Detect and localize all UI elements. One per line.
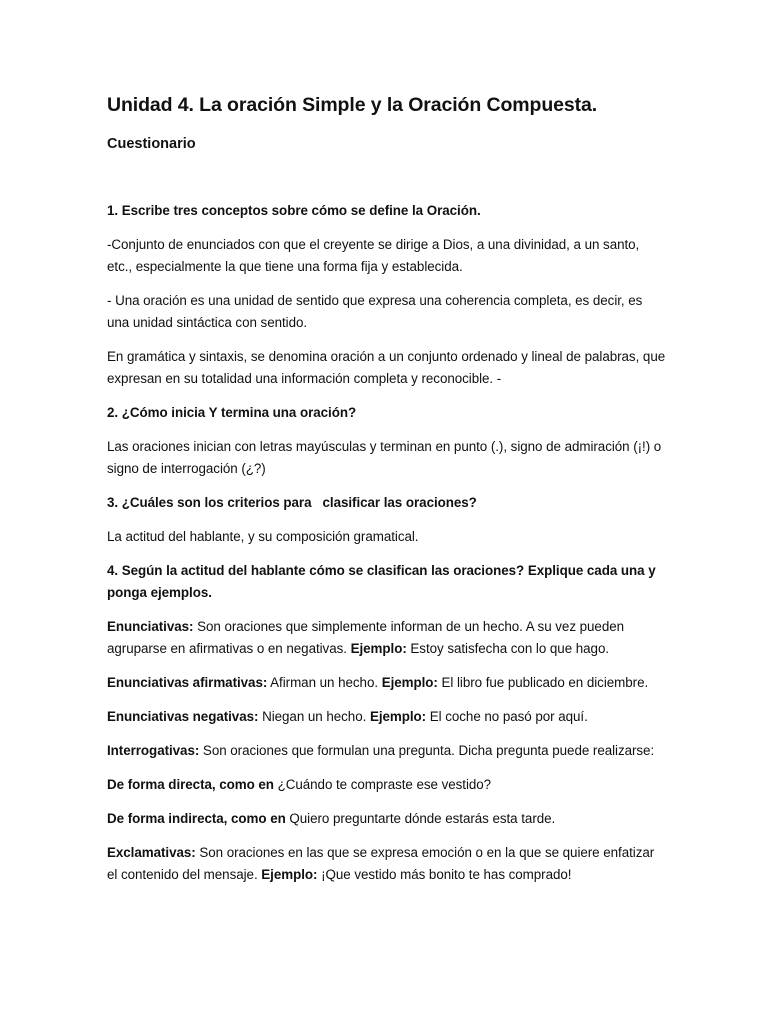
afirmativas-label: Enunciativas afirmativas: — [107, 675, 268, 690]
exclamativas-example-text: ¡Que vestido más bonito te has comprado! — [317, 867, 572, 882]
document-title: Unidad 4. La oración Simple y la Oración Compuesta. — [107, 94, 598, 116]
document-subtitle: Cuestionario — [107, 136, 196, 152]
forma-indirecta-label: De forma indirecta, como en — [107, 811, 286, 826]
answer-1-concept-1: -Conjunto de enunciados con que el creyente se dirige a Dios, a una divinidad, a un santo, etc., especialmente la que tiene una forma fija y establecida. — [107, 237, 640, 274]
question-1: 1. Escribe tres conceptos sobre cómo se define la Oración. — [107, 203, 481, 218]
enunciativas-example-text: Estoy satisfecha con lo que hago. — [406, 641, 610, 656]
enunciativas-paragraph — [107, 616, 667, 660]
question-2: 2. ¿Cómo inicia Y termina una oración? — [107, 405, 357, 420]
negativas-text: Niegan un hecho. — [258, 709, 370, 724]
negativas-example-label: Ejemplo: — [369, 709, 427, 724]
answer-3: La actitud del hablante, y su composición gramatical. — [107, 529, 419, 544]
question-3: 3. ¿Cuáles son los criterios para clasificar las oraciones? — [107, 495, 477, 510]
document-content — [107, 200, 667, 886]
answer-1-concept-3: En gramática y sintaxis, se denomina oración a un conjunto ordenado y lineal de palabras, que expresan en su totalidad una información completa y reconocible. - — [107, 349, 666, 386]
negativas-example-text: El coche no pasó por aquí. — [426, 709, 588, 724]
enunciativas-example-label: Ejemplo: — [350, 641, 407, 656]
afirmativas-paragraph — [107, 672, 667, 694]
enunciativas-text: Son oraciones que simplemente informan de un hecho. A su vez pueden agruparse en afirmativas o en negativas. — [107, 619, 625, 656]
forma-directa-text: ¿Cuándo te compraste ese vestido? — [273, 777, 492, 792]
forma-indirecta-paragraph — [107, 808, 667, 830]
afirmativas-text: Afirman un hecho. — [267, 675, 382, 690]
forma-directa-label: De forma directa, como en — [107, 777, 274, 792]
forma-directa-paragraph — [107, 774, 667, 796]
exclamativas-paragraph — [107, 842, 667, 886]
exclamativas-label: Exclamativas: — [107, 845, 196, 860]
negativas-label: Enunciativas negativas: — [107, 709, 259, 724]
interrogativas-label: Interrogativas: — [107, 743, 200, 758]
document-page — [107, 92, 667, 898]
answer-2: Las oraciones inician con letras mayúsculas y terminan en punto (.), signo de admiración (¡!) o signo de interrogación (¿?) — [107, 439, 662, 476]
enunciativas-label: Enunciativas: — [107, 619, 194, 634]
answer-1-concept-2: - Una oración es una unidad de sentido que expresa una coherencia completa, es decir, es una unidad sintáctica con sentido. — [107, 293, 643, 330]
exclamativas-text: Son oraciones en las que se expresa emoción o en la que se quiere enfatizar el contenido del mensaje. — [107, 845, 655, 882]
negativas-paragraph — [107, 706, 667, 728]
afirmativas-example-label: Ejemplo: — [381, 675, 438, 690]
afirmativas-example-text: El libro fue publicado en diciembre. — [437, 675, 649, 690]
interrogativas-text: Son oraciones que formulan una pregunta. Dicha pregunta puede realizarse: — [199, 743, 655, 758]
exclamativas-example-label: Ejemplo: — [261, 867, 318, 882]
interrogativas-paragraph — [107, 740, 667, 762]
question-4: 4. Según la actitud del hablante cómo se clasifican las oraciones? Explique cada una y ponga ejemplos. — [107, 563, 656, 600]
forma-indirecta-text: Quiero preguntarte dónde estarás esta tarde. — [285, 811, 556, 826]
